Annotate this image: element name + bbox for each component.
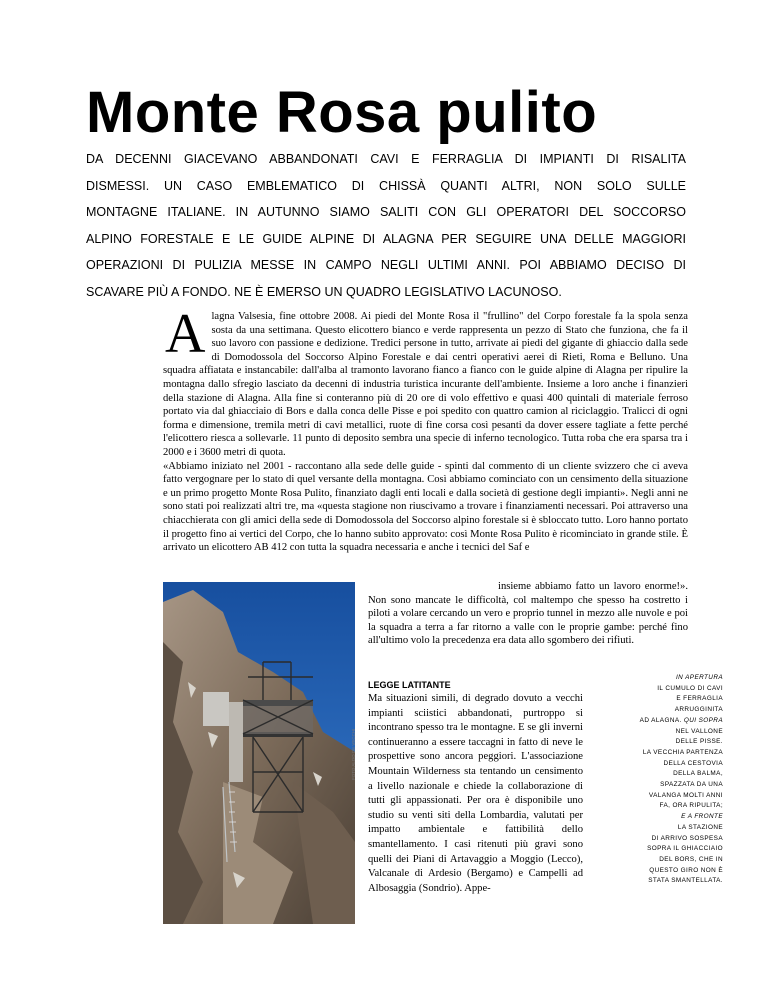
article-lead <box>86 146 686 306</box>
caption-line: VALANGA MOLTI ANNI <box>648 791 723 799</box>
caption-line: STATA SMANTELLATA. <box>648 877 723 885</box>
caption-line: SPAZZATA DA UNA <box>660 781 723 789</box>
caption-line: IL CUMULO DI CAVI <box>657 684 723 692</box>
photo-credit: FOTO ALDO DE VECCHI <box>351 728 356 780</box>
lead-line: MONTAGNE ITALIANE. IN AUTUNNO SIAMO SALITI CON GLI OPERATORI DEL SOCCORSO <box>86 205 686 220</box>
drop-cap: A <box>165 303 206 365</box>
caption-line: QUESTO GIRO NON È <box>649 866 723 874</box>
section-heading: LEGGE LATITANTE <box>368 680 451 690</box>
body-paragraph <box>163 303 688 460</box>
caption-text: AD ALAGNA. <box>639 716 682 724</box>
caption-line: FA, ORA RIPULITA; <box>659 802 723 810</box>
lead-line: OPERAZIONI DI PULIZIA MESSE IN CAMPO NEGLI ULTIMI ANNI. POI ABBIAMO DECISO DI <box>86 258 686 273</box>
lead-line: ALPINO FORESTALE E LE GUIDE ALPINE DI ALAGNA PER SEGUIRE UNA DELLE MAGGIORI <box>86 231 686 246</box>
lead-line: SCAVARE PIÙ A FONDO. NE È EMERSO UN QUADRO LEGISLATIVO LACUNOSO. <box>86 284 562 299</box>
body-paragraph: «Abbiamo iniziato nel 2001 - raccontano alla sede delle guide - spinti dal commento di un cliente svizzero che ci aveva fatto vergognare per lo stato di quel versante della montagna. Così abbiamo cominciato con un censimento della situazione e un primo progetto Monte Rosa Pulito, finanziato dagli enti locali e dalla società di gestione degli impianti». Negli anni ne sono stati poi realizzati altri tre, ma «questa stagione non riuscivamo a trovare i finanziamenti necessari. Poi attraverso una chiacchierata con gli amici della sede di Domodossola del Soccorso alpino forestale si è sbloccato tutto. Loro hanno portato il progetto fino ai vertici del Corpo, che lo hanno subito approvato: così Monte Rosa Pulito è ricominciato in grande stile. È arrivato un elicottero AB 412 con tutta la squadra necessaria e anche i tecnici del Saf e <box>163 460 688 554</box>
caption-line: SOPRA IL GHIACCIAIO <box>647 845 723 853</box>
body-paragraph: Ma situazioni simili, di degrado dovuto a vecchi impianti sciistici abbandonati, purtroppo si incontrano spesso tra le montagne. E se gli inverni continueranno a essere taccagni in fatto di neve le prospettive sono ancora peggiori. L'associazione Mountain Wilderness sta tentando un censimento a livello nazionale e chiede la collaborazione di tutti gli appassionati. Per ora è disponibile uno studio su venti siti della Lombardia, valutati per impatto ambientale e fattibilità dello smantellamento. I casi ritenuti più gravi sono quelli dei Piani di Artavaggio a Moggio (Lecco), Valcanale di Ardesio (Bergamo) e Campelli ad Albosaggia (Sondrio). Appe- <box>368 693 583 894</box>
caption-line: NEL VALLONE <box>675 727 723 735</box>
mountain-station-photo <box>163 582 355 924</box>
lead-line: DISMESSI. UN CASO EMBLEMATICO DI CHISSÀ QUANTI ALTRI, NON SOLO SULLE <box>86 178 686 193</box>
caption-line: IN APERTURA <box>675 674 723 681</box>
section-body <box>368 692 583 896</box>
paragraph-text: lagna Valsesia, fine ottobre 2008. Ai piedi del Monte Rosa il "frullino" del Corpo forestale fa la spola senza sosta da una settimana. Questo elicottero bianco e verde rappresenta un pezzo di Stato che funziona, che fa il suo lavoro con passione e dedizione. Tredici persone in tutto, arrivate ai piedi del gigante di ghiaccio dalla sede di Domodossola del Soccorso Alpino Forestale e dai centri operativi aerei di Rieti, Roma e Belluno. Una squadra affiatata e instancabile: dall'alba al tramonto lavorano fianco a fianco con le guide alpine di Alagna per ripulire la montagna dallo sfregio lasciato da decenni di industria turistica incurante dell'ambiente. Insieme a loro anche i finanzieri della stazione di Alagna. Alla fine si conteranno più di 20 ore di volo effettivo e quasi 400 quintali di materiale ferroso portato via dal ghiacciaio di Bors e dalla conca delle Pisse e poi spedito con quattro camion al riciclaggio. Tralicci di ogni forma e dimensione, tremila metri di cavi metallici, ruote di fine corsa così pesanti da dover essere tagliate a fette perché l'elicottero riesca a sollevarle. 11 punto di deposito sembra una specie di inferno tecnologico. Tutta roba che era sparsa tra i 2000 e i 3600 metri di quota. <box>163 311 688 458</box>
photo-caption <box>590 673 723 887</box>
body-paragraph: insieme abbiamo fatto un lavoro enorme!». Non sono mancate le difficoltà, col maltempo che spesso ha costretto i piloti a volare cercando un vero e proprio tunnel in mezzo alle nuvole e poi la squadra a terra a far ritorno a valle con le proprie gambe: perché fino all'ultimo volo la precedenza era data allo sgombero dei rifiuti. <box>368 581 688 647</box>
caption-line <box>590 716 723 727</box>
caption-line: DEL BORS, CHE IN <box>659 855 723 863</box>
caption-line: DELLA CESTOVIA <box>663 759 723 767</box>
body-continuation <box>368 580 688 648</box>
article-body <box>163 303 688 555</box>
caption-line: LA STAZIONE <box>677 823 723 831</box>
caption-text-italic: QUI SOPRA <box>683 716 723 724</box>
caption-line: DI ARRIVO SOSPESA <box>651 834 723 842</box>
lead-line: DA DECENNI GIACEVANO ABBANDONATI CAVI E FERRAGLIA DI IMPIANTI DI RISALITA <box>86 152 686 166</box>
caption-line: LA VECCHIA PARTENZA <box>642 748 723 756</box>
caption-line: ARRUGGINITA <box>674 706 723 714</box>
caption-line: DELLE PISSE. <box>675 738 723 746</box>
article-photo <box>163 582 355 924</box>
caption-line: E FERRAGLIA <box>676 695 723 703</box>
caption-line: DELLA BALMA, <box>673 770 723 778</box>
article-title: Monte Rosa pulito <box>86 80 598 145</box>
caption-line: E A FRONTE <box>681 813 723 821</box>
